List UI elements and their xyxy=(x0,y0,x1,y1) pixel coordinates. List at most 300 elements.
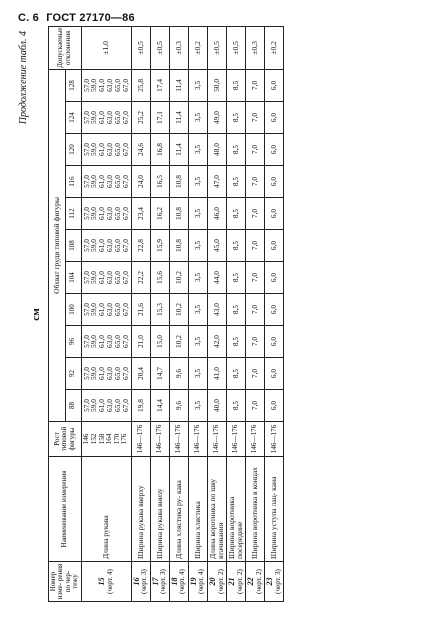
cell-entry: 59,0 xyxy=(89,271,99,284)
cell-entry: 10,2 xyxy=(174,335,183,348)
cell-entry: 65,0 xyxy=(113,399,122,412)
cell-entry: 8,5 xyxy=(231,80,241,91)
measurement-name: Длина рукава xyxy=(81,457,131,562)
height-value: 146 xyxy=(82,433,91,445)
cell-entry: 15,3 xyxy=(154,303,164,316)
cell-entry: 15,9 xyxy=(154,239,164,252)
cell-entry: 67,0 xyxy=(120,271,130,284)
measurement-index: 18 xyxy=(169,577,179,586)
cell-entry: 16,8 xyxy=(154,143,164,156)
cell-value xyxy=(150,102,169,134)
cell-value xyxy=(81,358,131,390)
cell-value xyxy=(188,102,207,134)
cell-entry: 25,8 xyxy=(135,78,145,92)
cell-value xyxy=(246,294,265,326)
cell-entry: 10,8 xyxy=(174,175,183,188)
cell-entry: 6,0 xyxy=(269,144,279,155)
cell-value xyxy=(246,358,265,390)
measurement-number xyxy=(265,562,284,602)
cell-entry: 63,0 xyxy=(105,78,115,92)
cell-value xyxy=(265,166,284,198)
cell-value xyxy=(150,230,169,262)
cell-entry: 8,5 xyxy=(231,336,241,347)
cell-value xyxy=(150,262,169,294)
header-size: 112 xyxy=(65,198,81,230)
cell-value xyxy=(208,358,227,390)
cell-entry: 61,0 xyxy=(97,143,107,156)
cell-entry: 59,0 xyxy=(89,207,99,220)
measurement-index: 17 xyxy=(150,577,160,586)
cell-entry: 63,0 xyxy=(105,271,115,284)
header-size: 116 xyxy=(65,166,81,198)
cell-value xyxy=(265,326,284,358)
cell-value xyxy=(227,294,246,326)
cell-value xyxy=(169,69,188,101)
cell-value xyxy=(265,102,284,134)
measurement-index: 22 xyxy=(246,577,256,586)
cell-entry: 17,1 xyxy=(154,111,164,124)
header-chest-group: Обхват груди типовой фигуры xyxy=(49,69,66,421)
drawing-reference: (черт. 2) xyxy=(235,569,244,594)
cell-entry: 67,0 xyxy=(120,399,130,412)
cell-entry: 22,8 xyxy=(135,239,145,252)
cell-value xyxy=(227,262,246,294)
measurement-name: Длина хлястика ру- кава xyxy=(169,457,188,562)
cell-entry: 65,0 xyxy=(113,303,122,316)
table-row xyxy=(188,26,207,601)
cell-value xyxy=(265,390,284,422)
cell-value xyxy=(208,294,227,326)
height-value: 146—176 xyxy=(231,424,240,454)
cell-entry: 59,0 xyxy=(89,367,99,380)
cell-value xyxy=(150,358,169,390)
cell-entry: 65,0 xyxy=(113,207,122,220)
table-row xyxy=(81,26,131,601)
cell-entry: 57,0 xyxy=(81,175,91,188)
drawing-reference: (черт. 2) xyxy=(216,569,225,594)
cell-value xyxy=(208,166,227,198)
header-size: 92 xyxy=(65,358,81,390)
cell-entry: 8,5 xyxy=(231,208,241,219)
cell-value xyxy=(81,198,131,230)
cell-entry: 7,0 xyxy=(250,208,260,219)
cell-entry: 63,0 xyxy=(105,303,115,316)
cell-entry: 59,0 xyxy=(89,111,99,124)
cell-entry: 63,0 xyxy=(105,175,115,188)
height-value: 170 xyxy=(112,433,121,445)
cell-entry: 3,5 xyxy=(193,144,203,155)
cell-entry: 6,0 xyxy=(269,240,279,251)
cell-value xyxy=(81,166,131,198)
cell-value xyxy=(265,134,284,166)
cell-entry: 6,0 xyxy=(269,112,279,123)
measurement-name: Ширина хлястика xyxy=(188,457,207,562)
cell-value xyxy=(227,166,246,198)
cell-entry: 8,5 xyxy=(231,272,241,283)
cell-entry: 6,0 xyxy=(269,176,279,187)
table-row xyxy=(131,26,150,601)
height-value: 146—176 xyxy=(174,424,183,454)
cell-entry: 57,0 xyxy=(81,335,91,348)
figure-height xyxy=(131,422,150,457)
cell-entry: 48,0 xyxy=(212,143,222,156)
cell-entry: 7,0 xyxy=(250,144,260,155)
cell-entry: 6,0 xyxy=(269,304,279,315)
measurements-table xyxy=(48,26,284,602)
cell-entry: 3,5 xyxy=(193,368,203,379)
height-value: 146—176 xyxy=(212,424,221,454)
measurement-number xyxy=(131,562,150,602)
cell-entry: 24,0 xyxy=(135,175,145,188)
cell-value xyxy=(131,326,150,358)
measurement-number xyxy=(81,562,131,602)
cell-entry: 65,0 xyxy=(113,367,122,380)
cell-entry: 3,5 xyxy=(193,112,203,123)
drawing-reference: (черт. 3) xyxy=(140,569,149,594)
cell-value xyxy=(246,166,265,198)
cell-entry: 65,0 xyxy=(113,175,122,188)
cell-entry: 21,0 xyxy=(135,335,145,348)
cell-entry: 17,4 xyxy=(154,78,164,92)
cell-entry: 43,0 xyxy=(212,303,222,316)
cell-entry: 6,0 xyxy=(269,272,279,283)
cell-value xyxy=(169,134,188,166)
cell-entry: 7,0 xyxy=(250,112,260,123)
standard-code: ГОСТ 27170—86 xyxy=(46,12,135,24)
cell-entry: 65,0 xyxy=(113,239,122,252)
figure-height xyxy=(246,422,265,457)
cell-value xyxy=(188,262,207,294)
table-row xyxy=(265,26,284,601)
cell-entry: 59,0 xyxy=(89,175,99,188)
cell-entry: 63,0 xyxy=(105,335,115,348)
tolerance-value: ±0,3 xyxy=(246,26,265,69)
cell-entry: 7,0 xyxy=(250,176,260,187)
cell-entry: 3,5 xyxy=(193,272,203,283)
cell-entry: 57,0 xyxy=(81,399,91,412)
cell-value xyxy=(131,294,150,326)
cell-entry: 63,0 xyxy=(105,207,115,220)
cell-entry: 3,5 xyxy=(193,240,203,251)
cell-entry: 20,4 xyxy=(135,367,145,380)
cell-entry: 6,0 xyxy=(269,368,279,379)
cell-entry: 3,5 xyxy=(193,400,203,411)
drawing-reference: (черт. 4) xyxy=(105,569,114,594)
cell-entry: 63,0 xyxy=(105,367,115,380)
measurement-index: 16 xyxy=(131,577,141,586)
measurement-name: Ширина уступа лац- кана xyxy=(265,457,284,562)
cell-entry: 59,0 xyxy=(89,399,99,412)
cell-value xyxy=(188,134,207,166)
cell-entry: 65,0 xyxy=(113,271,122,284)
cell-value xyxy=(169,262,188,294)
cell-value xyxy=(81,326,131,358)
cell-entry: 11,4 xyxy=(174,111,183,124)
cell-entry: 61,0 xyxy=(97,239,107,252)
cell-entry: 49,0 xyxy=(212,111,222,124)
cell-value xyxy=(81,102,131,134)
cell-entry: 14,7 xyxy=(154,367,164,380)
cell-value xyxy=(188,230,207,262)
figure-height xyxy=(81,422,131,457)
cell-entry: 9,6 xyxy=(174,400,183,411)
table-row xyxy=(246,26,265,601)
cell-value xyxy=(208,390,227,422)
cell-entry: 67,0 xyxy=(120,111,130,124)
cell-value xyxy=(246,69,265,101)
cell-value xyxy=(188,390,207,422)
cell-entry: 67,0 xyxy=(120,303,130,316)
measurement-index: 20 xyxy=(208,577,218,586)
cell-entry: 57,0 xyxy=(81,143,91,156)
cell-entry: 61,0 xyxy=(97,399,107,412)
figure-height xyxy=(150,422,169,457)
table-body xyxy=(81,26,284,601)
cell-value xyxy=(265,69,284,101)
cell-entry: 57,0 xyxy=(81,111,91,124)
height-value: 158 xyxy=(97,433,106,445)
cell-value xyxy=(246,326,265,358)
height-value: 152 xyxy=(89,433,98,445)
cell-value xyxy=(81,294,131,326)
tolerance-value: ±1,0 xyxy=(81,26,131,69)
cell-entry: 11,4 xyxy=(174,143,183,156)
cell-value xyxy=(227,198,246,230)
cell-entry: 10,8 xyxy=(174,207,183,220)
page-number: С. 6 xyxy=(18,12,39,24)
cell-value xyxy=(227,102,246,134)
height-value: 176 xyxy=(120,433,129,445)
measurement-index: 23 xyxy=(265,577,275,586)
header-num: Номер изме- рения по чер- тежу xyxy=(49,562,82,602)
cell-value xyxy=(208,230,227,262)
measurement-name: Длина воротника по шву втачивания xyxy=(208,457,227,562)
cell-value xyxy=(169,358,188,390)
cell-entry: 8,5 xyxy=(231,240,241,251)
cell-entry: 67,0 xyxy=(120,175,130,188)
tolerance-value: ±0,2 xyxy=(265,26,284,69)
cell-value xyxy=(131,166,150,198)
table-row xyxy=(227,26,246,601)
table-header-row xyxy=(49,26,66,601)
cell-value xyxy=(169,390,188,422)
cell-value xyxy=(208,69,227,101)
cell-entry: 57,0 xyxy=(81,367,91,380)
header-size: 108 xyxy=(65,230,81,262)
cell-entry: 57,0 xyxy=(81,78,91,92)
measurement-number xyxy=(169,562,188,602)
figure-height xyxy=(227,422,246,457)
cell-entry: 7,0 xyxy=(250,336,260,347)
cell-entry: 3,5 xyxy=(193,336,203,347)
cell-entry: 63,0 xyxy=(105,399,115,412)
tolerance-value: ±0,5 xyxy=(208,26,227,69)
measurement-name: Ширина воротника посередине xyxy=(227,457,246,562)
cell-entry: 46,0 xyxy=(212,207,222,220)
cell-value xyxy=(131,69,150,101)
cell-entry: 6,0 xyxy=(269,80,279,91)
cell-entry: 3,5 xyxy=(193,304,203,315)
cell-entry: 63,0 xyxy=(105,239,115,252)
cell-value xyxy=(169,198,188,230)
cell-entry: 7,0 xyxy=(250,240,260,251)
cell-value xyxy=(246,102,265,134)
cell-value xyxy=(188,294,207,326)
measurement-number xyxy=(188,562,207,602)
cell-value xyxy=(131,262,150,294)
cell-entry: 7,0 xyxy=(250,368,260,379)
cell-entry: 6,0 xyxy=(269,208,279,219)
cell-entry: 10,8 xyxy=(174,239,183,252)
cell-value xyxy=(81,134,131,166)
cell-entry: 67,0 xyxy=(120,239,130,252)
cell-value xyxy=(150,166,169,198)
cell-value xyxy=(169,294,188,326)
cell-entry: 45,0 xyxy=(212,239,222,252)
cell-entry: 59,0 xyxy=(89,303,99,316)
cell-entry: 23,4 xyxy=(135,207,145,220)
tolerance-value: ±0,2 xyxy=(188,26,207,69)
cell-value xyxy=(188,166,207,198)
cell-entry: 8,5 xyxy=(231,112,241,123)
cell-entry: 65,0 xyxy=(113,78,122,92)
cell-entry: 8,5 xyxy=(231,176,241,187)
cell-entry: 63,0 xyxy=(105,111,115,124)
height-value: 164 xyxy=(105,433,114,445)
cell-value xyxy=(227,326,246,358)
cell-value xyxy=(131,390,150,422)
drawing-reference: (черт. 3) xyxy=(273,569,282,594)
header-size: 100 xyxy=(65,294,81,326)
cell-entry: 19,8 xyxy=(135,399,145,412)
measurement-index: 19 xyxy=(188,577,198,586)
cell-entry: 6,0 xyxy=(269,336,279,347)
header-size: 128 xyxy=(65,69,81,101)
cell-value xyxy=(188,326,207,358)
cell-value xyxy=(246,198,265,230)
cell-value xyxy=(169,326,188,358)
cell-value xyxy=(150,390,169,422)
cell-entry: 67,0 xyxy=(120,367,130,380)
cell-entry: 59,0 xyxy=(89,143,99,156)
height-value: 146—176 xyxy=(135,424,144,454)
cell-entry: 59,0 xyxy=(89,78,99,92)
cell-entry: 24,6 xyxy=(135,143,145,156)
cell-value xyxy=(246,262,265,294)
cell-entry: 11,4 xyxy=(174,79,183,92)
measurement-number xyxy=(208,562,227,602)
cell-entry: 6,0 xyxy=(269,400,279,411)
cell-value xyxy=(131,198,150,230)
cell-value xyxy=(227,134,246,166)
cell-entry: 57,0 xyxy=(81,207,91,220)
cell-entry: 41,0 xyxy=(212,367,222,380)
header-tolerance: Допускаемые отклонения xyxy=(49,26,82,69)
cell-value xyxy=(208,326,227,358)
tolerance-value: ±0,3 xyxy=(169,26,188,69)
cell-value xyxy=(150,198,169,230)
measurement-number xyxy=(246,562,265,602)
measurement-index: 21 xyxy=(227,577,237,586)
header-size: 104 xyxy=(65,262,81,294)
header-height: Рост типовой фигуры xyxy=(49,422,82,457)
cell-entry: 67,0 xyxy=(120,335,130,348)
cell-value xyxy=(169,166,188,198)
cell-entry: 61,0 xyxy=(97,78,107,92)
cell-value xyxy=(265,230,284,262)
figure-height xyxy=(208,422,227,457)
measurement-number xyxy=(227,562,246,602)
cell-value xyxy=(208,134,227,166)
measurement-index: 15 xyxy=(97,577,107,586)
cell-entry: 63,0 xyxy=(105,143,115,156)
cell-entry: 7,0 xyxy=(250,400,260,411)
cell-entry: 15,0 xyxy=(154,335,164,348)
cell-value xyxy=(188,198,207,230)
cell-value xyxy=(246,390,265,422)
cell-value xyxy=(150,294,169,326)
cell-value xyxy=(131,230,150,262)
cell-entry: 67,0 xyxy=(120,143,130,156)
cell-entry: 40,0 xyxy=(212,399,222,412)
table-row xyxy=(169,26,188,601)
cell-value xyxy=(227,69,246,101)
cell-value xyxy=(81,69,131,101)
drawing-reference: (черт. 3) xyxy=(159,569,168,594)
cell-value xyxy=(208,102,227,134)
cell-entry: 61,0 xyxy=(97,175,107,188)
cell-value xyxy=(265,198,284,230)
cell-entry: 61,0 xyxy=(97,335,107,348)
tolerance-value: ±0,5 xyxy=(227,26,246,69)
height-value: 146—176 xyxy=(269,424,278,454)
continuation-label: Продолжение табл. 4 xyxy=(18,31,29,125)
cell-entry: 7,0 xyxy=(250,304,260,315)
cell-entry: 7,0 xyxy=(250,80,260,91)
drawing-reference: (черт. 4) xyxy=(197,569,206,594)
cell-entry: 16,5 xyxy=(154,175,164,188)
table-row xyxy=(208,26,227,601)
cell-entry: 21,6 xyxy=(135,303,145,316)
cell-value xyxy=(150,326,169,358)
cell-value xyxy=(81,262,131,294)
measurement-name: Ширина рукава внизу xyxy=(150,457,169,562)
table-row xyxy=(150,26,169,601)
cell-entry: 65,0 xyxy=(113,143,122,156)
cell-entry: 15,6 xyxy=(154,271,164,284)
height-value: 146—176 xyxy=(155,424,164,454)
cell-entry: 25,2 xyxy=(135,111,145,124)
cell-entry: 44,0 xyxy=(212,271,222,284)
cell-entry: 65,0 xyxy=(113,111,122,124)
cell-value xyxy=(188,69,207,101)
cell-value xyxy=(227,230,246,262)
cell-entry: 67,0 xyxy=(120,207,130,220)
header-size: 124 xyxy=(65,102,81,134)
cell-entry: 3,5 xyxy=(193,208,203,219)
cell-value xyxy=(227,390,246,422)
cell-entry: 57,0 xyxy=(81,239,91,252)
cell-entry: 3,5 xyxy=(193,80,203,91)
cell-entry: 61,0 xyxy=(97,271,107,284)
page-header xyxy=(18,12,135,24)
measurement-number xyxy=(150,562,169,602)
cell-entry: 8,5 xyxy=(231,400,241,411)
cell-entry: 14,4 xyxy=(154,399,164,412)
figure-height xyxy=(188,422,207,457)
rotated-table-page xyxy=(12,27,407,602)
cell-entry: 61,0 xyxy=(97,303,107,316)
